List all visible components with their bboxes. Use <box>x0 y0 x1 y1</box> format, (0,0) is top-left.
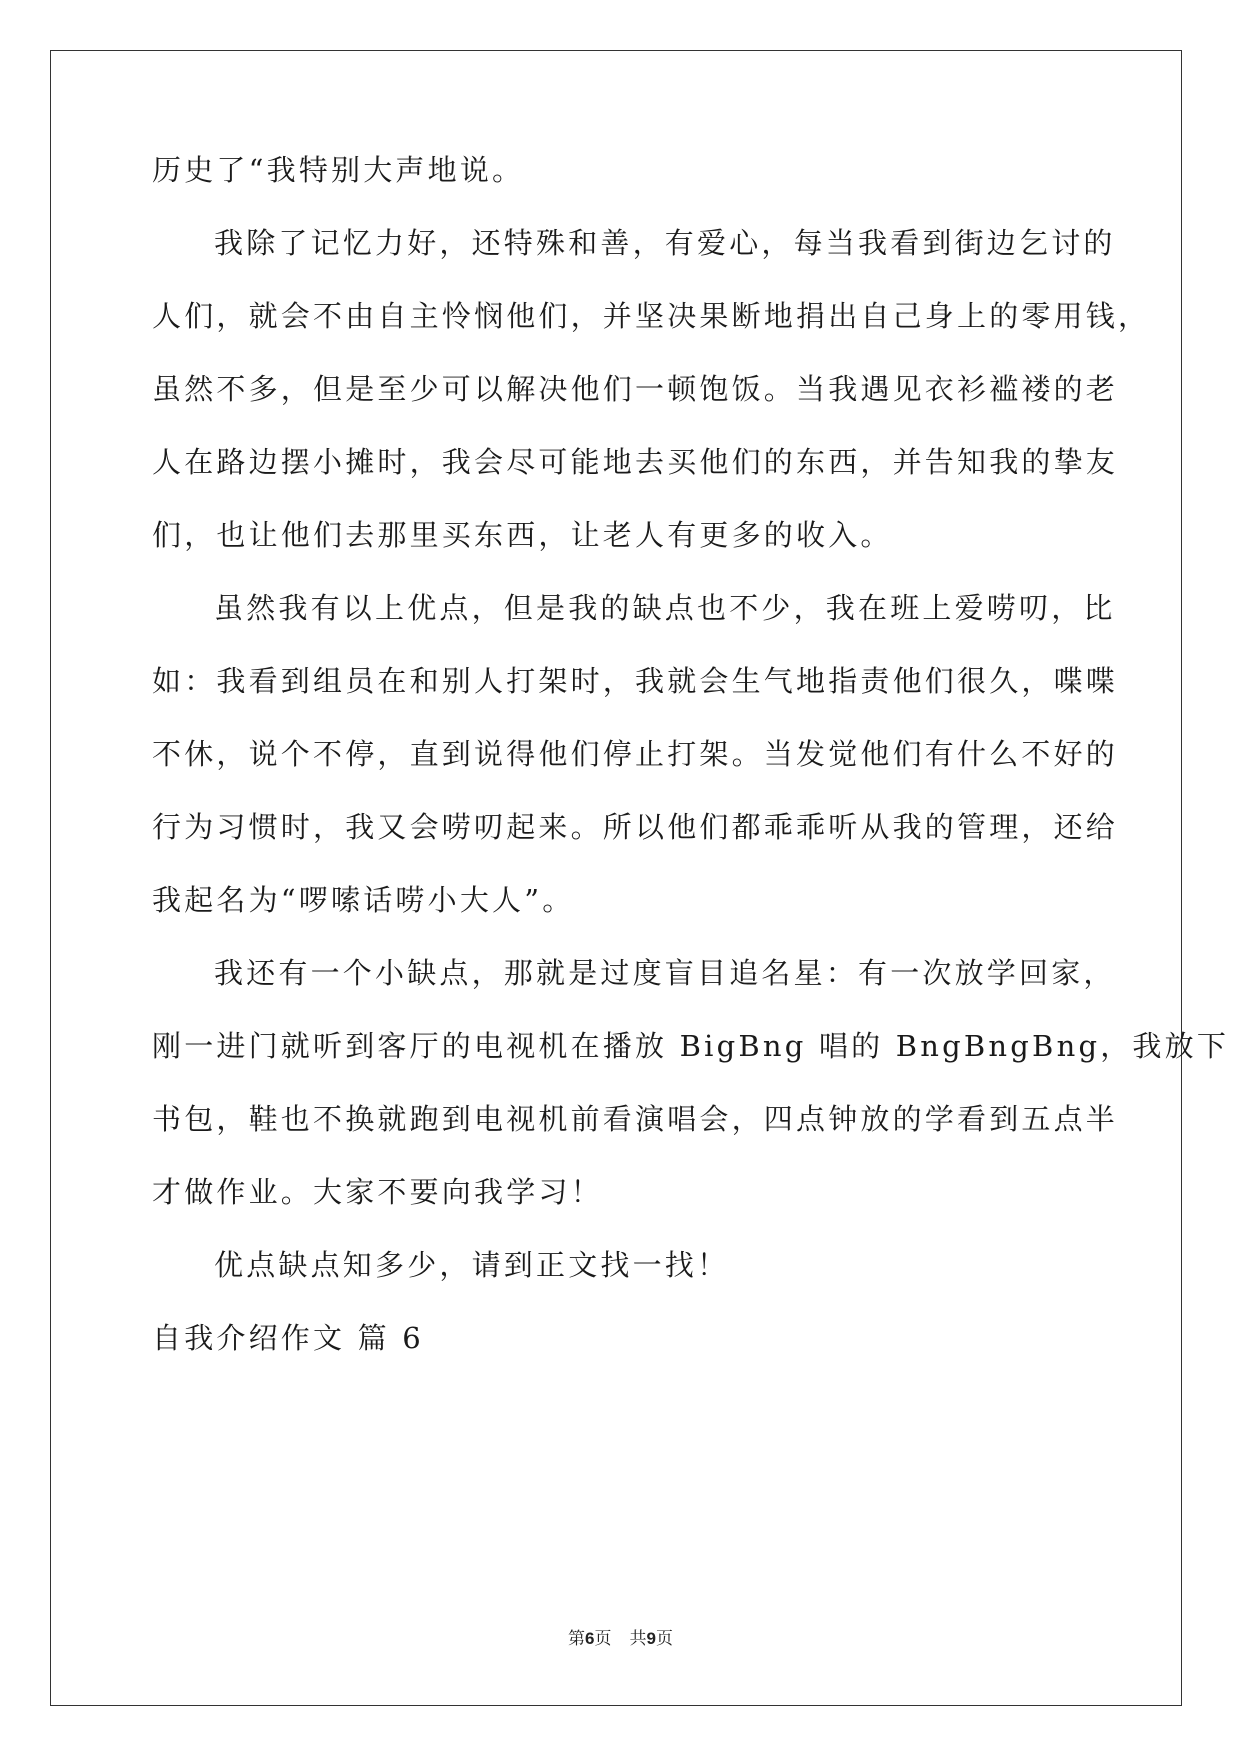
paragraph-start-line: 优点缺点知多少，请到正文找一找！ <box>214 1248 730 1282</box>
page-label-prefix: 第 <box>568 1629 586 1649</box>
body-line: 我起名为“啰嗦话唠小大人”。 <box>152 883 575 917</box>
body-line: 虽然不多，但是至少可以解决他们一顿饱饭。当我遇见衣衫褴褛的老 <box>152 372 1119 406</box>
page-label-suffix: 页 <box>594 1629 612 1649</box>
total-page-count: 9 <box>646 1629 656 1648</box>
paragraph-start-line: 我还有一个小缺点，那就是过度盲目追名星：有一次放学回家， <box>214 956 1116 990</box>
body-line: 们，也让他们去那里买东西，让老人有更多的收入。 <box>152 518 893 552</box>
body-line: 历史了“我特别大声地说。 <box>152 153 525 187</box>
body-line: 人在路边摆小摊时，我会尽可能地去买他们的东西，并告知我的挚友 <box>152 445 1119 479</box>
current-page-number: 6 <box>585 1629 595 1648</box>
section-heading: 自我介绍作文 篇 6 <box>152 1321 424 1355</box>
page-footer <box>0 1624 1241 1649</box>
total-label-prefix: 共 <box>629 1629 647 1649</box>
body-line: 如：我看到组员在和别人打架时，我就会生气地指责他们很久，喋喋 <box>152 664 1119 698</box>
paragraph-start-line: 虽然我有以上优点，但是我的缺点也不少，我在班上爱唠叨，比 <box>214 591 1116 625</box>
body-line: 不休，说个不停，直到说得他们停止打架。当发觉他们有什么不好的 <box>152 737 1119 771</box>
body-line: 人们，就会不由自主怜悯他们，并坚决果断地捐出自己身上的零用钱， <box>152 299 1151 333</box>
body-line: 行为习惯时，我又会唠叨起来。所以他们都乖乖听从我的管理，还给 <box>152 810 1119 844</box>
body-line: 书包，鞋也不换就跑到电视机前看演唱会，四点钟放的学看到五点半 <box>152 1102 1119 1136</box>
body-line: 刚一进门就听到客厅的电视机在播放 BigBng 唱的 BngBngBng，我放下 <box>152 1029 1230 1063</box>
paragraph-start-line: 我除了记忆力好，还特殊和善，有爱心，每当我看到街边乞讨的 <box>214 226 1116 260</box>
body-line: 才做作业。大家不要向我学习！ <box>152 1175 603 1209</box>
total-label-suffix: 页 <box>655 1629 673 1649</box>
